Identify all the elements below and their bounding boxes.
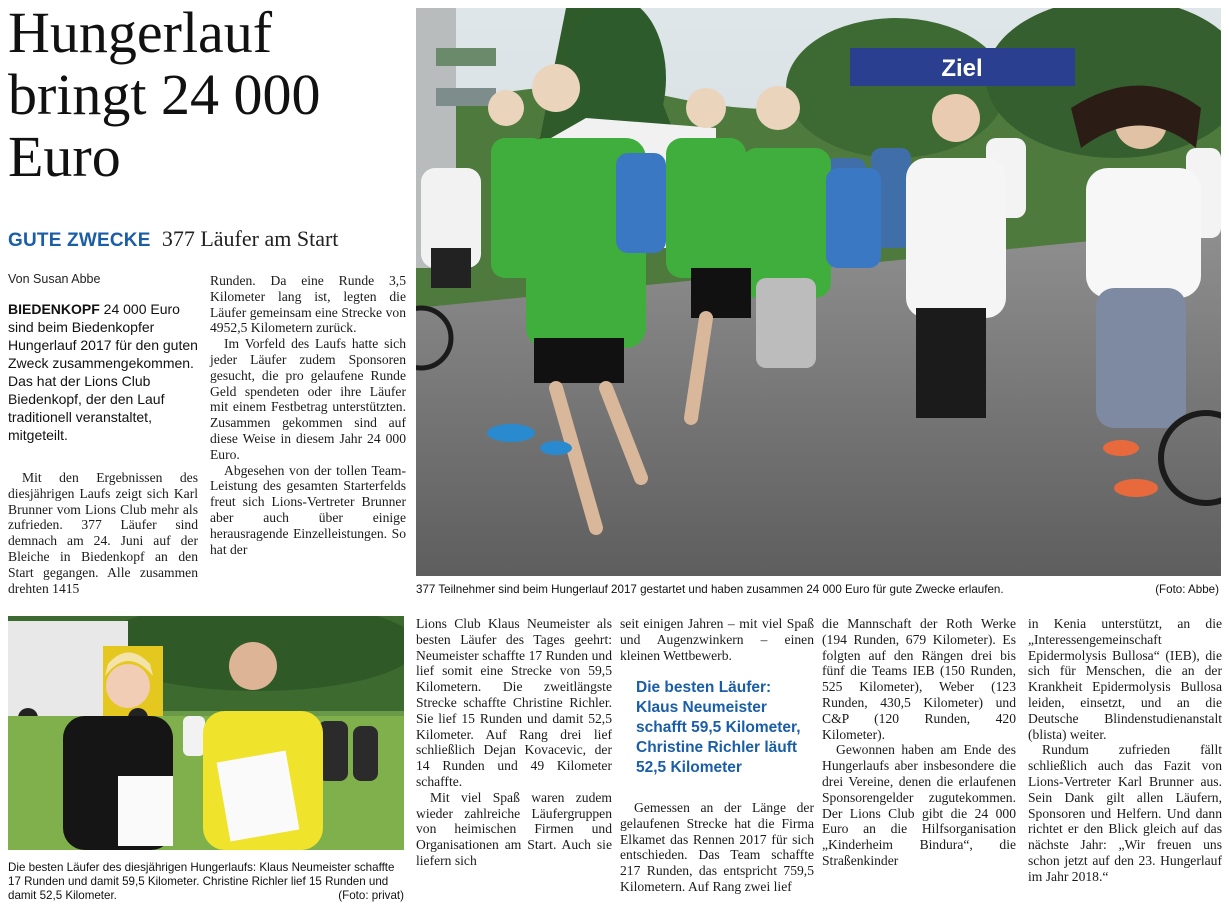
kicker [8, 226, 338, 252]
paragraph: Im Vorfeld des Laufs hatte sich jeder Läufer zudem Sponsoren gesucht, die pro gelaufene Runde Geld spendeten oder ihre Läufer mit einem Festbetrag unterstützten. Zusammen gekommen sind auf diese Weise in diesem Jahr 24 000 Euro. [210, 336, 406, 462]
lead-paragraph [8, 300, 198, 444]
paragraph: Mit den Ergebnissen des diesjährigen Laufs zeigt sich Karl Brunner vom Lions Club mehr als zufrieden. 377 Läufer sind demnach am 24. Juni auf der Bleiche in Biedenkopf an den Start gegangen. Alle zusammen drehten 1415 [8, 470, 198, 596]
paragraph: in Kenia unterstützt, an die „Interessengemeinschaft Epidermolysis Bullosa“ (IEB), die sich für Menschen, die an der Krankheit Epidermolysis Bullosa leiden, einsetzt, und an die Deutsche Blindenstudienanstalt (blista) weiter. [1028, 616, 1222, 742]
text-column-1 [8, 470, 198, 596]
paragraph: die Mannschaft der Roth Werke (194 Runden, 679 Kilometer). Es folgten auf den Rängen drei bis fünf die Teams IEB (150 Runden, 525 Kilometer), Weber (123 Runden, 430,5 Kilometer) und C&P (120 Runden, 420 Kilometer). [822, 616, 1016, 742]
pull-quote: Die besten Läufer: Klaus Neumeister schafft 59,5 Kilometer, Christine Richler läuft 52,5 Kilometer [636, 679, 801, 776]
topic-label: GUTE ZWECKE [8, 230, 151, 251]
photo-credit: (Foto: Abbe) [1155, 583, 1219, 596]
photo-credit: (Foto: privat) [338, 889, 404, 902]
lead-place: BIEDENKOPF [8, 301, 100, 317]
paragraph: Mit viel Spaß waren zudem wieder zahlreiche Läufergruppen von heimischen Firmen und Organisationen am Start. Auch sie liefern sich [416, 789, 612, 868]
paragraph: Rundum zufrieden fällt schließlich auch das Fazit von Lions-Vertreter Karl Brunner aus. Sein Dank gilt allen Läufern, Sponsoren und Helfern. Und dann richtet er den Blick gleich auf das nächste Jahr: „Wir freuen uns schon jetzt auf den 23. Hungerlauf im Jahr 2018.“ [1028, 742, 1222, 884]
banner-text: Ziel [941, 55, 983, 82]
main-photo-caption [416, 583, 1221, 597]
text-column-3 [416, 616, 612, 869]
text-column-6 [1028, 616, 1222, 885]
caption-text: Die besten Läufer des diesjährigen Hungerlaufs: Klaus Neumeister schaffte 17 Runden und damit 59,5 Kilometer. Christine Richler lief 15 Runden und damit 52,5 Kilometer. [8, 861, 395, 902]
text-column-4-bottom [620, 800, 814, 895]
winners-photo [8, 616, 404, 850]
runners-photo-illustration [416, 8, 1221, 576]
text-column-2 [210, 273, 406, 557]
winners-photo-caption [8, 861, 404, 903]
paragraph: Gemessen an der Länge der gelaufenen Strecke hat die Firma Elkamet das Rennen 2017 für sich entschieden. Das Team schaffte 217 Runden, das entspricht 759,5 Kilometern. Auf Rang zwei lief [620, 800, 814, 894]
main-photo [416, 8, 1221, 576]
paragraph: Gewonnen haben am Ende des Hungerlaufs aber insbesondere die drei Vereine, denen die erlaufenen Sponsorengelder zugutekommen. Der Lions Club gibt die 24 000 Euro an die Hilfsorganisation „Kinderheim Bindura“, die Straßenkinder [822, 742, 1016, 868]
caption-text: 377 Teilnehmer sind beim Hungerlauf 2017 gestartet und haben zusammen 24 000 Euro für gute Zwecke erlaufen. [416, 583, 1004, 596]
paragraph: seit einigen Jahren – mit viel Spaß und Augenzwinkern – einen kleinen Wettbewerb. [620, 616, 814, 663]
byline: Von Susan Abbe [8, 272, 101, 286]
paragraph: Abgesehen von der tollen Team-Leistung des gesamten Starterfelds freut sich Lions-Vertreter Brunner aber auch über einige herausragende Einzelleistungen. So hat der [210, 462, 406, 557]
subtitle: 377 Läufer am Start [161, 226, 339, 251]
paragraph: Runden. Da eine Runde 3,5 Kilometer lang ist, legten die Läufer gemeinsam eine Strecke von 4952,5 Kilometern zurück. [210, 273, 406, 336]
text-column-4 [620, 616, 814, 663]
lead-text: 24 000 Euro sind beim Biedenkopfer Hungerlauf 2017 für den guten Zweck zusammengekommen. Das hat der Lions Club Biedenkopf, der den Lauf traditionell veranstaltet, mitgeteilt. [8, 301, 198, 443]
paragraph: Lions Club Klaus Neumeister als besten Läufer des Tages geehrt: Neumeister schaffte 17 Runden und lief somit eine Strecke von 59,5 Kilometern. Die zweitlängste Strecke schaffte Christine Richler. Sie lief 15 Runden und damit 52,5 Kilometer. Auf Rang drei lief schließlich Dejan Kovacevic, der 14 Runden und 49 Kilometer schaffte. [416, 616, 612, 789]
winners-photo-illustration [8, 616, 404, 850]
text-column-5 [822, 616, 1016, 869]
headline: Hungerlauf bringt 24 000 Euro [8, 0, 321, 189]
